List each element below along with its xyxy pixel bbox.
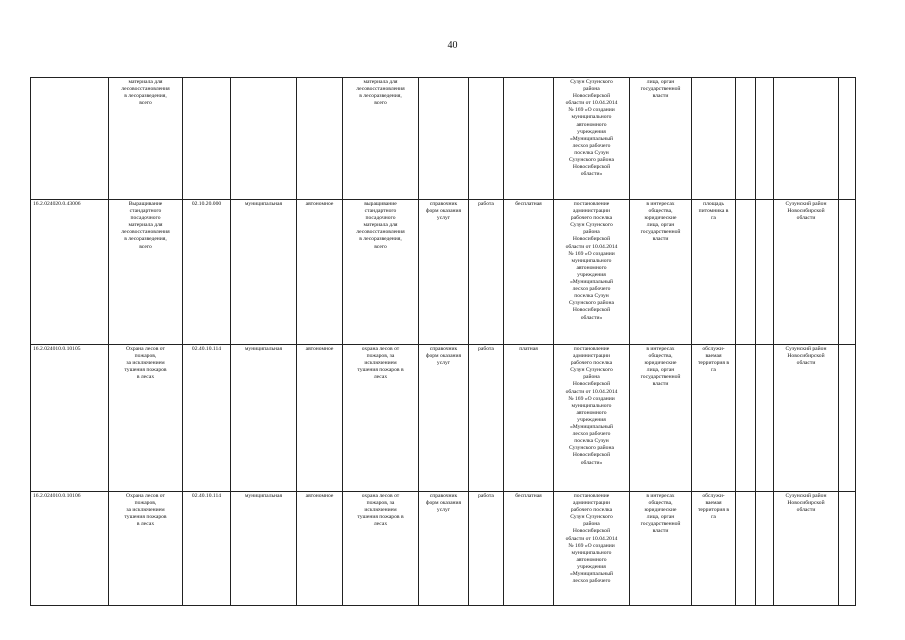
indicator-cell: площадь питомника в га: [692, 200, 736, 345]
institution-type-cell: автономное: [297, 345, 343, 492]
legal-basis-cell: постановление администрации рабочего поселка Сузун Сузунского района Новосибирской области от 10.04.2014 № 169 «О создании муниципального автономного учреждения «Муниципальный лесхоз рабочего: [554, 492, 630, 606]
indicator-cell: обслужи- ваемая территория в га: [692, 345, 736, 492]
page-number: 40: [447, 40, 458, 51]
service-code-cell: 16.2.024010.0.10105: [31, 345, 109, 492]
okved-code-cell: 02.40.10.114: [183, 492, 231, 606]
empty-cell: [839, 78, 856, 200]
service-name-cell: Охрана лесов от пожаров, за исключением тушения пожаров в лесах: [109, 492, 183, 606]
service-code-cell: 16.2.024010.0.10106: [31, 492, 109, 606]
consumers-cell: в интересах общества, юридические лица, орган государственной власти: [630, 492, 692, 606]
institution-type-cell: [297, 78, 343, 200]
service-form-cell: справочник форм оказания услуг: [419, 200, 469, 345]
consumers-cell: в интересах общества, юридические лица, орган государственной власти: [630, 345, 692, 492]
legal-basis-cell: постановление администрации рабочего поселка Сузун Сузунского района Новосибирской области от 10.04.2014 № 169 «О создании муниципального автономного учреждения «Муниципальный лесхоз рабочего поселка Сузун Сузунского района Новосибирской области»: [554, 345, 630, 492]
org-type-cell: [231, 78, 297, 200]
empty-cell: [736, 200, 756, 345]
service-name-cell: материала для лесовосстановления в лесоразведения, всего: [109, 78, 183, 200]
empty-cell: [736, 492, 756, 606]
empty-cell: [756, 200, 774, 345]
payment-cell: бесплатная: [504, 492, 554, 606]
indicator-cell: обслужи- ваемая территория в га: [692, 492, 736, 606]
work-kind-cell: работа: [469, 345, 504, 492]
empty-cell: [756, 78, 774, 200]
empty-cell: [756, 492, 774, 606]
okved-code-cell: [183, 78, 231, 200]
okved-code-cell: 02.10.20.000: [183, 200, 231, 345]
table-row: [31, 78, 856, 200]
consumers-cell: в интересах общества, юридические лица, орган государственной власти: [630, 200, 692, 345]
okved-code-cell: 02.40.10.114: [183, 345, 231, 492]
service-form-cell: справочник форм оказания услуг: [419, 345, 469, 492]
empty-cell: [839, 492, 856, 606]
service-content-cell: материала для лесовосстановления в лесоразведения, всего: [343, 78, 419, 200]
legal-basis-cell: постановление администрации рабочего поселка Сузун Сузунского района Новосибирской области от 10.04.2014 № 169 «О создании муниципального автономного учреждения «Муниципальный лесхоз рабочего поселка Сузун Сузунского района Новосибирской области»: [554, 200, 630, 345]
table-row: [31, 200, 856, 345]
work-kind-cell: [469, 78, 504, 200]
empty-cell: [736, 345, 756, 492]
empty-cell: [839, 345, 856, 492]
empty-cell: [756, 345, 774, 492]
org-type-cell: муниципальная: [231, 345, 297, 492]
work-kind-cell: работа: [469, 492, 504, 606]
service-content-cell: охрана лесов от пожаров, за исключением тушения пожаров в лесах: [343, 345, 419, 492]
payment-cell: бесплатная: [504, 200, 554, 345]
territory-cell: Сузунский район Новосибирской области: [774, 492, 839, 606]
org-type-cell: муниципальная: [231, 492, 297, 606]
services-register-table: [30, 77, 856, 606]
empty-cell: [839, 200, 856, 345]
service-content-cell: выращивание стандартного посадочного материала для лесовосстановления в лесоразведения, всего: [343, 200, 419, 345]
service-name-cell: Охрана лесов от пожаров, за исключением тушения пожаров в лесах: [109, 345, 183, 492]
territory-cell: Сузунский район Новосибирской области: [774, 345, 839, 492]
payment-cell: [504, 78, 554, 200]
service-name-cell: Выращивание стандартного посадочного материала для лесовосстановления в лесоразведения, всего: [109, 200, 183, 345]
institution-type-cell: автономное: [297, 200, 343, 345]
territory-cell: [774, 78, 839, 200]
empty-cell: [736, 78, 756, 200]
org-type-cell: муниципальная: [231, 200, 297, 345]
legal-basis-cell: Сузун Сузунского района Новосибирской области от 10.04.2014 № 169 «О создании муниципального автономного учреждения «Муниципальный лесхоз рабочего поселка Сузун Сузунского района Новосибирской области»: [554, 78, 630, 200]
service-content-cell: охрана лесов от пожаров, за исключением тушения пожаров в лесах: [343, 492, 419, 606]
service-code-cell: 16.2.024020.0.43006: [31, 200, 109, 345]
table-row: [31, 345, 856, 492]
institution-type-cell: автономное: [297, 492, 343, 606]
service-code-cell: [31, 78, 109, 200]
consumers-cell: лица, орган государственной власти: [630, 78, 692, 200]
work-kind-cell: работа: [469, 200, 504, 345]
service-form-cell: справочник форм оказания услуг: [419, 492, 469, 606]
payment-cell: платная: [504, 345, 554, 492]
table-row: [31, 492, 856, 606]
territory-cell: Сузунский район Новосибирской области: [774, 200, 839, 345]
service-form-cell: [419, 78, 469, 200]
indicator-cell: [692, 78, 736, 200]
